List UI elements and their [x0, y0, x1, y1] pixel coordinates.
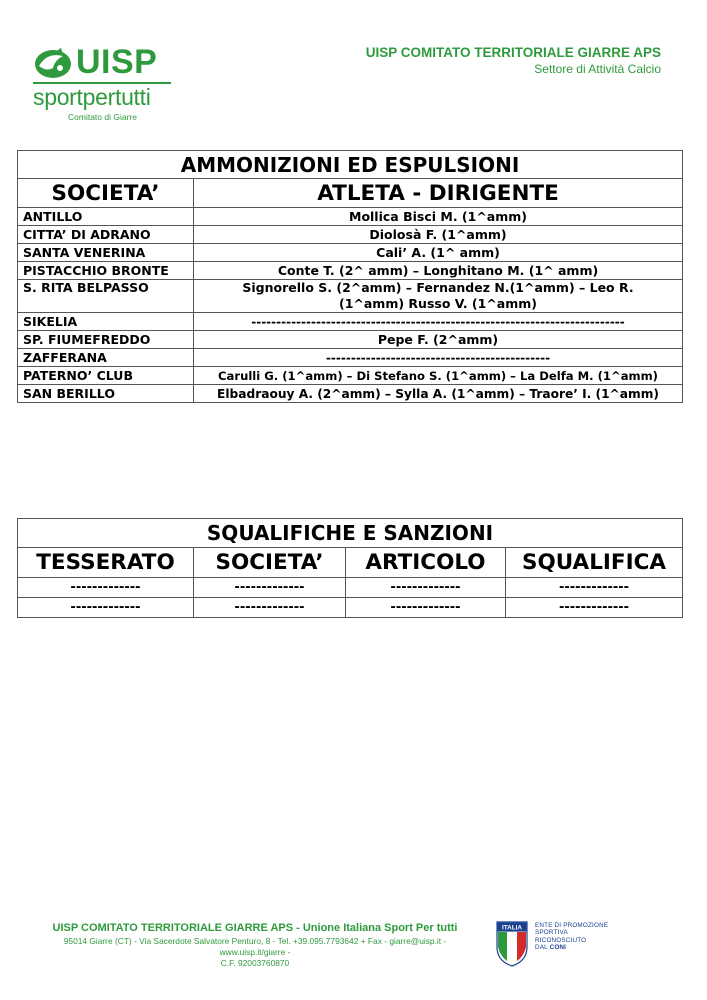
squalifiche-title: SQUALIFICHE E SANZIONI	[18, 519, 683, 548]
societa-cell: PISTACCHIO BRONTE	[18, 262, 194, 280]
header-org-block	[366, 44, 661, 78]
atleta-cell: Carulli G. (1^amm) – Di Stefano S. (1^amm) – La Delfa M. (1^amm)	[194, 367, 683, 385]
coni-line: RICONOSCIUTO	[535, 936, 587, 944]
italia-shield-icon	[496, 921, 528, 967]
org-subtitle: Settore di Attività Calcio	[534, 62, 661, 76]
atleta-cell: Mollica Bisci M. (1^amm)	[194, 208, 683, 226]
societa-cell: PATERNO’ CLUB	[18, 367, 194, 385]
uisp-emblem-icon	[33, 46, 73, 80]
table-row	[18, 208, 683, 226]
table-cell: -------------	[346, 578, 506, 598]
societa-cell: SP. FIUMEFREDDO	[18, 331, 194, 349]
ammonizioni-title: AMMONIZIONI ED ESPULSIONI	[18, 151, 683, 179]
ammonizioni-table	[17, 150, 683, 403]
societa-cell: S. RITA BELPASSO	[18, 280, 194, 313]
footer-tax-code: C.F. 92003760870	[220, 958, 290, 968]
table-row	[18, 331, 683, 349]
footer-title: UISP COMITATO TERRITORIALE GIARRE APS - Unione Italiana Sport Per tutti	[52, 922, 458, 934]
coni-prefix: DAL	[535, 944, 550, 952]
societa-cell: ZAFFERANA	[18, 349, 194, 367]
table-row	[18, 598, 683, 618]
footer	[30, 921, 480, 969]
atleta-cell: Cali’ A. (1^ amm)	[194, 244, 683, 262]
col-header-atleta: ATLETA - DIRIGENTE	[194, 179, 683, 208]
table-row	[18, 226, 683, 244]
footer-address: 95014 Giarre (CT) - Via Sacerdote Salvatore Penturo, 8 - Tel. +39.095.7793642 + Fax - giarre@uisp.it - www.uisp.it/giarre -	[63, 936, 447, 957]
coni-line: ENTE DI PROMOZIONE	[535, 922, 609, 929]
societa-cell: SIKELIA	[18, 313, 194, 331]
col-header-squalifica: SQUALIFICA	[506, 548, 683, 578]
squalifiche-table	[17, 518, 683, 618]
coni-name: CONI	[549, 944, 567, 952]
societa-cell: SANTA VENERINA	[18, 244, 194, 262]
atleta-cell: ---------------------------------------------	[194, 349, 683, 367]
table-row	[18, 262, 683, 280]
col-header-societa: SOCIETA’	[194, 548, 346, 578]
coni-line: SPORTIVA	[535, 929, 568, 937]
table-row	[18, 385, 683, 403]
atleta-cell: Conte T. (2^ amm) – Longhitano M. (1^ amm)	[194, 262, 683, 280]
org-title: UISP COMITATO TERRITORIALE GIARRE APS	[365, 45, 661, 60]
table-cell: -------------	[194, 578, 346, 598]
table-row	[18, 313, 683, 331]
logo-word: UISP	[76, 43, 158, 81]
table-cell: -------------	[346, 598, 506, 618]
col-header-tesserato: TESSERATO	[18, 548, 194, 578]
shield-label: ITALIA	[501, 924, 523, 932]
coni-line	[535, 944, 608, 951]
societa-cell: SAN BERILLO	[18, 385, 194, 403]
societa-cell: CITTA’ DI ADRANO	[18, 226, 194, 244]
societa-cell: ANTILLO	[18, 208, 194, 226]
coni-badge	[496, 921, 616, 969]
table-cell: -------------	[18, 598, 194, 618]
table-cell: -------------	[194, 598, 346, 618]
col-header-articolo: ARTICOLO	[346, 548, 506, 578]
table-row	[18, 280, 683, 313]
logo-subtitle: Comitato di Giarre	[68, 112, 137, 122]
atleta-cell: Pepe F. (2^amm)	[194, 331, 683, 349]
atleta-cell: Diolosà F. (1^amm)	[194, 226, 683, 244]
uisp-logo	[30, 40, 180, 125]
atleta-cell: ---------------------------------------------------------------------------	[194, 313, 683, 331]
table-row	[18, 578, 683, 598]
table-row	[18, 349, 683, 367]
table-cell: -------------	[18, 578, 194, 598]
coni-text	[535, 922, 608, 952]
table-row	[18, 244, 683, 262]
table-row	[18, 367, 683, 385]
table-cell: -------------	[506, 578, 683, 598]
atleta-cell: Signorello S. (2^amm) – Fernandez N.(1^amm) – Leo R. (1^amm) Russo V. (1^amm)	[194, 280, 683, 313]
table-cell: -------------	[506, 598, 683, 618]
col-header-societa: SOCIETA’	[18, 179, 194, 208]
logo-tagline: sportpertutti	[33, 84, 151, 110]
atleta-cell: Elbadraouy A. (2^amm) – Sylla A. (1^amm) – Traore’ I. (1^amm)	[194, 385, 683, 403]
